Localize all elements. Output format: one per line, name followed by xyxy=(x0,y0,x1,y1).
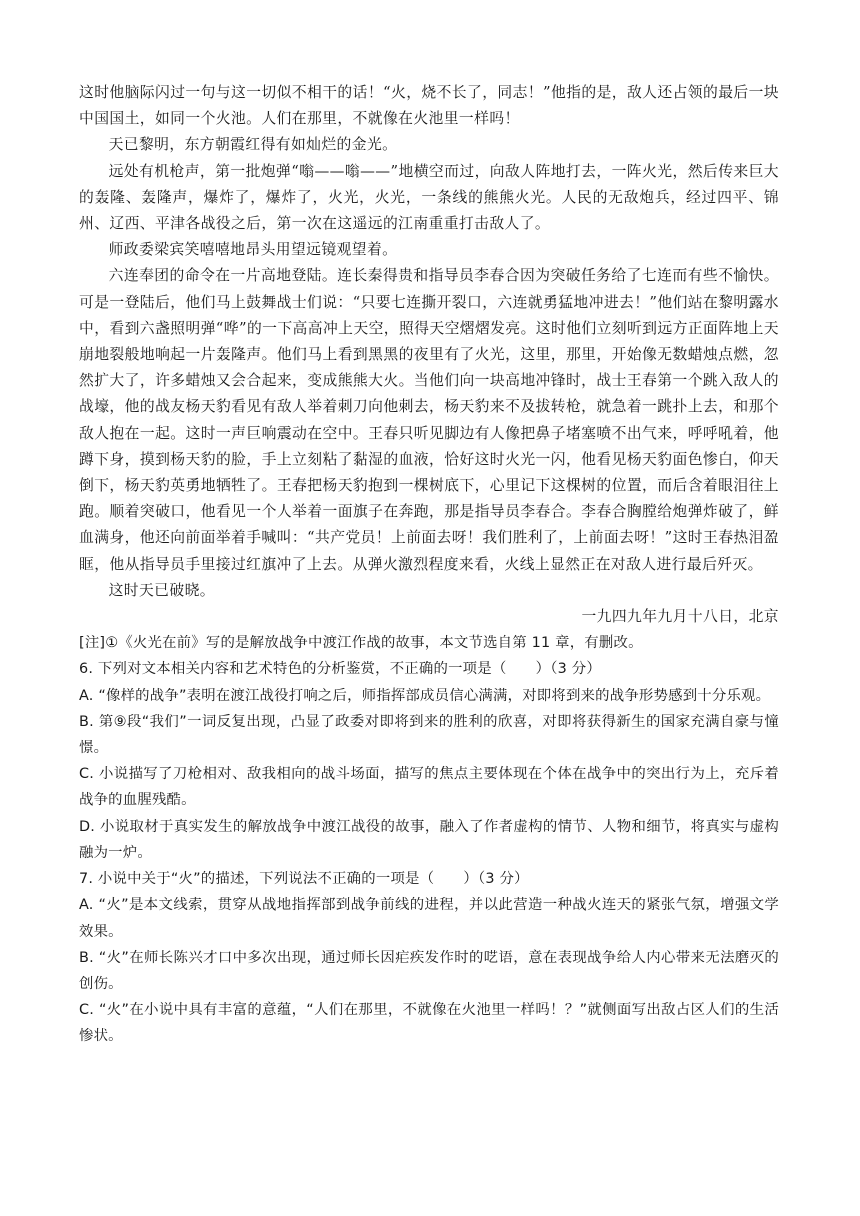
story-paragraph: 天已黎明，东方朝霞红得有如灿烂的金光。 xyxy=(108,136,398,154)
answer-option: A. “像样的战争”表明在渡江战役打响之后，师指挥部成员信心满满，对即将到来的战争形势感到十分乐观。 xyxy=(79,687,771,704)
answer-option: B. “火”在师长陈兴才口中多次出现，通过师长因疟疾发作时的呓语，意在表现战争给人内心带来无法磨灭的创伤。 xyxy=(79,949,779,992)
story-paragraph: 这时他脑际闪过一句与这一切似不相干的话！“火，烧不长了，同志！”他指的是，敌人还占领的最后一块中国国土，如同一个火池。人们在那里，不就像在火池里一样吗！ xyxy=(79,84,779,128)
date-line: 一九四九年九月十八日，北京 xyxy=(581,608,779,626)
answer-option: C. “火”在小说中具有丰富的意蕴，“人们在那里，不就像在火池里一样吗！？”就侧面写出敌占区人们的生活惨状。 xyxy=(79,1002,779,1045)
story-paragraph: 师政委梁宾笑嘻嘻地昂头用望远镜观望着。 xyxy=(108,241,398,259)
answer-option: B. 第⑨段“我们”一词反复出现，凸显了政委对即将到来的胜利的欣喜，对即将获得新生的国家充满自豪与憧憬。 xyxy=(79,713,779,757)
question-stem: 6. 下列对文本相关内容和艺术特色的分析鉴赏，不正确的一项是（ ）（3 分） xyxy=(79,661,601,678)
story-paragraph: 这时天已破晓。 xyxy=(108,581,215,599)
document-page xyxy=(79,80,779,1050)
answer-option: C. 小说描写了刀枪相对、敌我相向的战斗场面，描写的焦点主要体现在个体在战争中的突出行为上，充斥着战争的血腥残酷。 xyxy=(79,766,779,809)
story-paragraph: 六连奉团的命令在一片高地登陆。连长秦得贵和指导员李春合因为突破任务给了七连而有些不愉快。可是一登陆后，他们马上鼓舞战士们说：“只要七连撕开裂口，六连就勇猛地冲进去！”他们站在黎明露水中，看到六盏照明弹“哗”的一下高高冲上天空，照得天空熠熠发亮。这时他们立刻听到远方正面阵地上天崩地裂般地响起一片轰隆声。他们马上看到黑黑的夜里有了火光，这里，那里，开始像无数蜡烛点燃，忽然扩大了，许多蜡烛又会合起来，变成熊熊大火。当他们向一块高地冲锋时，战士王春第一个跳入敌人的战壕，他的战友杨天豹看见有敌人举着刺刀向他刺去，杨天豹来不及拔转枪，就急着一跳扑上去，和那个敌人抱在一起。这时一声巨响震动在空中。王春只听见脚边有人像把鼻子堵塞喷不出气来，呼呼吼着，他蹲下身，摸到杨天豹的脸，手上立刻粘了黏湿的血液，恰好这时火光一闪，他看见杨天豹面色惨白，仰天倒下，杨天豹英勇地牺牲了。王春把杨天豹抱到一棵树底下，心里记下这棵树的位置，而后含着眼泪往上跑。顺着突破口，他看见一个人举着一面旗子在奔跑，那是指导员李春合。李春合胸膛给炮弹炸破了，鲜血满身，他还向前面举着手喊叫：“共产党员！上前面去呀！我们胜利了，上前面去呀！”这时王春热泪盈眶，他从指导员手里接过红旗冲了上去。从弹火激烈程度来看，火线上显然正在对敌人进行最后歼灭。 xyxy=(79,267,779,573)
story-paragraph: 远处有机枪声，第一批炮弹“嗡——嗡——”地横空而过，向敌人阵地打去，一阵火光，然后传来巨大的轰隆、轰隆声，爆炸了，爆炸了，火光，火光，一条线的熊熊火光。人民的无敌炮兵，经过四平、锦州、辽西、平津各战役之后，第一次在这遥远的江南重重打击敌人了。 xyxy=(79,162,779,233)
answer-option: D. 小说取材于真实发生的解放战争中渡江战役的故事，融入了作者虚构的情节、人物和细节，将真实与虚构融为一炉。 xyxy=(79,818,779,861)
question-stem: 7. 小说中关于“火”的描述，下列说法不正确的一项是（ ）（3 分） xyxy=(79,871,529,888)
answer-option: A. “火”是本文线索，贯穿从战地指挥部到战争前线的进程，并以此营造一种战火连天的紧张气氛，增强文学效果。 xyxy=(79,897,779,940)
footnote: [注]①《火光在前》写的是解放战争中渡江作战的故事，本文节选自第 11 章，有删改。 xyxy=(79,635,643,652)
